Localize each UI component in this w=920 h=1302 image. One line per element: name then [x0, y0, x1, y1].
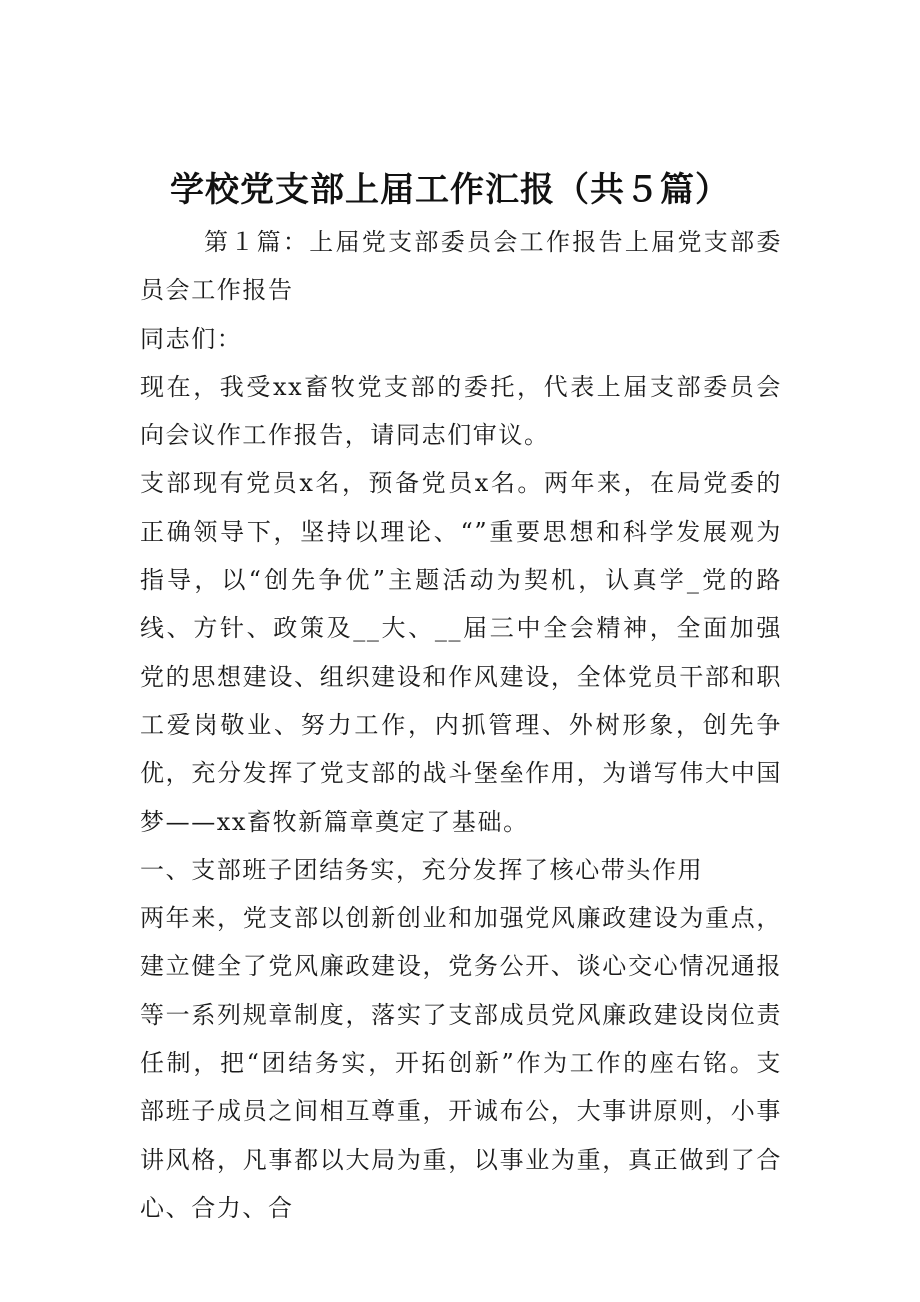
paragraph-heading-part-1: 第１篇：上届党支部委员会工作报告上届党支部委员会工作报告 — [140, 228, 782, 305]
paragraph-overview: 支部现有党员x名，预备党员x名。两年来，在局党委的正确领导下，坚持以理论、“”重要思想和科学发展观为指导，以“创先争优”主题活动为契机，认真学_党的路线、方针、政策及__大、__届三中全会精神，全面加强党的思想建设、组织建设和作风建设，全体党员干部和职工爱岗敬业、努力工作，内抓管理、外树形象，创先争优，充分发挥了党支部的战斗堡垒作用，为谱写伟大中国梦——xx畜牧新篇章奠定了基础。 — [140, 469, 782, 836]
paragraph-intro: 现在，我受xx畜牧党支部的委托，代表上届支部委员会向会议作工作报告，请同志们审议。 — [140, 372, 782, 450]
section-heading-1: 一、支部班子团结务实，充分发挥了核心带头作用 — [140, 855, 704, 884]
document-title: 学校党支部上届工作汇报（共５篇） — [170, 169, 730, 210]
document-body — [140, 218, 782, 1232]
paragraph-salutation: 同志们： — [140, 324, 243, 353]
paragraph-section-1: 两年来，党支部以创新创业和加强党风廉政建设为重点，建立健全了党风廉政建设，党务公开、谈心交心情况通报等一系列规章制度，落实了支部成员党风廉政建设岗位责任制，把“团结务实，开拓创新”作为工作的座右铭。支部班子成员之间相互尊重，开诚布公，大事讲原则，小事讲风格，凡事都以大局为重，以事业为重，真正做到了合心、合力、合 — [140, 904, 782, 1222]
